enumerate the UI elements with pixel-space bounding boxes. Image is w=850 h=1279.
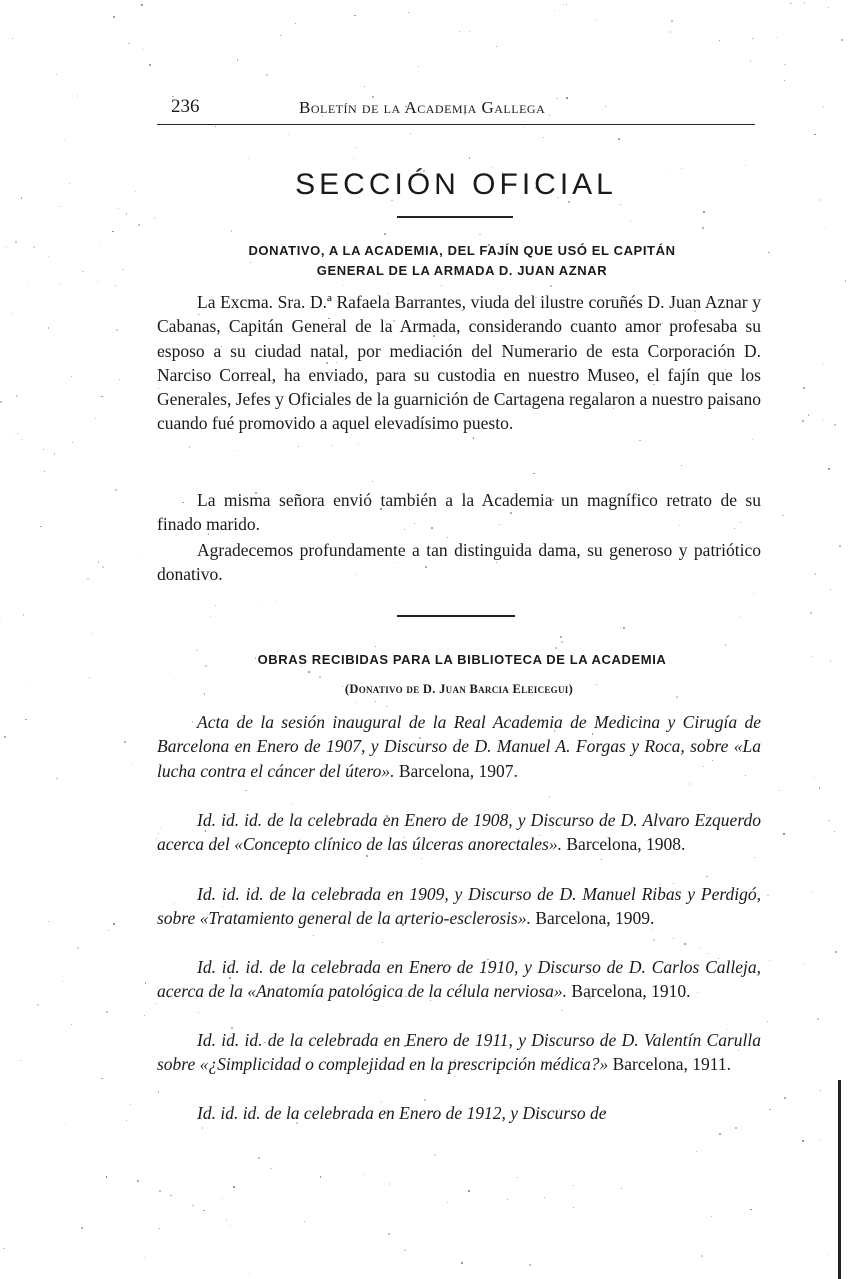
noise-speck bbox=[784, 64, 786, 66]
noise-speck bbox=[169, 673, 170, 674]
noise-speck bbox=[620, 627, 621, 628]
noise-speck bbox=[684, 943, 686, 945]
noise-speck bbox=[782, 515, 784, 517]
noise-speck bbox=[804, 964, 805, 965]
noise-speck bbox=[618, 138, 620, 140]
library-entry bbox=[157, 710, 761, 783]
noise-speck bbox=[198, 1012, 199, 1013]
noise-speck bbox=[3, 1248, 5, 1250]
noise-speck bbox=[561, 1010, 563, 1012]
noise-speck bbox=[845, 280, 846, 281]
noise-speck bbox=[288, 134, 290, 136]
noise-speck bbox=[91, 633, 92, 634]
noise-speck bbox=[621, 1188, 622, 1189]
noise-speck bbox=[819, 1139, 820, 1140]
running-header bbox=[157, 96, 755, 120]
noise-speck bbox=[144, 1015, 145, 1016]
noise-speck bbox=[560, 636, 562, 638]
noise-speck bbox=[159, 1190, 161, 1192]
entry-title: Id. id. id. de la celebrada en Enero de 1908, y Discurso de D. Alvaro Ezquerdo acerca del «Concepto clínico de las úlceras anorectales». bbox=[157, 810, 761, 855]
noise-speck bbox=[159, 1228, 160, 1229]
noise-speck bbox=[620, 204, 621, 205]
noise-speck bbox=[529, 1264, 531, 1266]
noise-speck bbox=[292, 804, 293, 805]
noise-speck bbox=[98, 561, 99, 562]
noise-speck bbox=[37, 1004, 39, 1006]
noise-speck bbox=[363, 1174, 364, 1175]
noise-speck bbox=[441, 285, 442, 286]
noise-speck bbox=[507, 1199, 508, 1200]
noise-speck bbox=[750, 60, 752, 62]
noise-speck bbox=[331, 445, 332, 446]
noise-speck bbox=[313, 935, 314, 936]
noise-speck bbox=[308, 671, 310, 673]
noise-speck bbox=[116, 329, 118, 331]
noise-speck bbox=[48, 256, 49, 257]
noise-speck bbox=[754, 857, 755, 858]
noise-speck bbox=[233, 1186, 235, 1188]
noise-speck bbox=[353, 158, 354, 159]
noise-speck bbox=[752, 38, 753, 39]
noise-speck bbox=[101, 396, 102, 397]
noise-speck bbox=[389, 1183, 391, 1185]
noise-speck bbox=[673, 938, 674, 939]
noise-speck bbox=[141, 553, 142, 554]
noise-speck bbox=[25, 719, 27, 721]
noise-speck bbox=[814, 573, 816, 575]
noise-speck bbox=[4, 736, 6, 738]
noise-speck bbox=[21, 439, 22, 440]
noise-speck bbox=[740, 616, 742, 618]
noise-speck bbox=[56, 74, 57, 75]
noise-speck bbox=[143, 48, 144, 49]
entry-title: Acta de la sesión inaugural de la Real Academia de Medicina y Cirugía de Barcelona en Enero de 1907, y Discurso de D. Manuel A. Forgas y Roca, sobre «La lucha contra el cáncer del útero». bbox=[157, 712, 761, 781]
noise-speck bbox=[408, 12, 409, 13]
noise-speck bbox=[563, 4, 564, 5]
noise-speck bbox=[87, 578, 89, 580]
noise-speck bbox=[106, 1011, 108, 1013]
noise-speck bbox=[54, 453, 55, 454]
noise-speck bbox=[555, 647, 557, 649]
noise-speck bbox=[839, 545, 841, 547]
noise-speck bbox=[69, 183, 70, 184]
noise-speck bbox=[719, 40, 720, 41]
library-entry bbox=[157, 955, 761, 1004]
noise-speck bbox=[63, 981, 65, 983]
noise-speck bbox=[496, 46, 497, 47]
noise-speck bbox=[137, 1180, 139, 1182]
noise-speck bbox=[784, 1097, 786, 1099]
noise-speck bbox=[776, 37, 777, 38]
noise-speck bbox=[202, 1127, 203, 1128]
noise-speck bbox=[703, 211, 705, 213]
noise-speck bbox=[40, 526, 42, 528]
noise-speck bbox=[141, 4, 143, 6]
section-divider bbox=[397, 615, 515, 617]
noise-speck bbox=[819, 787, 820, 788]
noise-speck bbox=[783, 833, 785, 835]
entry-imprint: Barcelona, 1907. bbox=[394, 760, 518, 781]
noise-speck bbox=[131, 763, 132, 764]
noise-speck bbox=[60, 283, 61, 284]
noise-speck bbox=[812, 656, 813, 657]
entry-imprint: Barcelona, 1908. bbox=[562, 834, 686, 855]
noise-speck bbox=[355, 147, 356, 148]
noise-speck bbox=[215, 605, 216, 606]
noise-speck bbox=[653, 939, 655, 941]
noise-speck bbox=[823, 106, 825, 108]
noise-speck bbox=[421, 858, 422, 859]
noise-speck bbox=[81, 1227, 83, 1229]
noise-speck bbox=[533, 473, 534, 474]
noise-speck bbox=[834, 831, 836, 833]
noise-speck bbox=[210, 616, 211, 617]
noise-speck bbox=[71, 1024, 72, 1025]
noise-speck bbox=[404, 1249, 406, 1251]
noise-speck bbox=[630, 220, 632, 222]
noise-speck bbox=[128, 43, 129, 44]
noise-speck bbox=[16, 395, 18, 397]
noise-speck bbox=[20, 1060, 21, 1061]
noise-speck bbox=[554, 10, 555, 11]
noise-speck bbox=[671, 20, 673, 22]
noise-speck bbox=[280, 35, 281, 36]
noise-speck bbox=[372, 481, 373, 482]
noise-speck bbox=[119, 379, 121, 381]
noise-speck bbox=[784, 80, 785, 81]
title-divider bbox=[397, 216, 513, 218]
noise-speck bbox=[689, 783, 690, 784]
donation-heading-line2: GENERAL DE LA ARMADA D. JUAN AZNAR bbox=[316, 263, 608, 278]
noise-speck bbox=[479, 234, 481, 236]
noise-speck bbox=[113, 16, 115, 18]
entry-title: Id. id. id. de la celebrada en 1909, y Discurso de D. Manuel Ribas y Perdigó, sobre «Tratamiento general de la arterio-esclerosis». bbox=[157, 884, 761, 929]
noise-speck bbox=[375, 701, 376, 702]
noise-speck bbox=[823, 364, 824, 365]
noise-speck bbox=[384, 233, 386, 235]
entry-title: Id. id. id. de la celebrada en Enero de 1911, y Discurso de D. Valentín Carulla sobre «¿Simplicidad o complejidad en la prescripción médica?» bbox=[157, 1030, 761, 1075]
noise-speck bbox=[72, 442, 73, 443]
noise-speck bbox=[138, 224, 140, 226]
noise-speck bbox=[115, 489, 117, 491]
noise-speck bbox=[524, 127, 525, 128]
noise-speck bbox=[707, 953, 709, 955]
noise-speck bbox=[101, 1078, 103, 1080]
entry-title: Id. id. id. de la celebrada en Enero de 1910, y Discurso de D. Carlos Calleja, acerca de la «Anatomía patológica de la célula nerviosa». bbox=[157, 957, 761, 1002]
noise-speck bbox=[298, 446, 299, 447]
noise-speck bbox=[375, 646, 376, 647]
noise-speck bbox=[17, 433, 18, 434]
noise-speck bbox=[639, 440, 641, 442]
noise-speck bbox=[543, 137, 544, 138]
noise-speck bbox=[170, 1195, 172, 1197]
noise-speck bbox=[828, 468, 830, 470]
noise-speck bbox=[6, 247, 7, 248]
noise-speck bbox=[108, 929, 110, 931]
noise-speck bbox=[48, 327, 49, 328]
noise-speck bbox=[56, 778, 58, 780]
noise-speck bbox=[237, 59, 239, 61]
noise-speck bbox=[95, 418, 96, 419]
noise-speck bbox=[126, 213, 127, 214]
noise-speck bbox=[461, 1262, 463, 1264]
noise-speck bbox=[711, 1216, 712, 1217]
library-entry bbox=[157, 882, 761, 931]
noise-speck bbox=[382, 942, 383, 943]
noise-speck bbox=[226, 1219, 227, 1220]
noise-speck bbox=[65, 1123, 66, 1124]
noise-speck bbox=[802, 1140, 804, 1142]
noise-speck bbox=[719, 1133, 721, 1135]
noise-speck bbox=[320, 1176, 322, 1178]
noise-speck bbox=[71, 376, 73, 378]
noise-speck bbox=[769, 1109, 770, 1110]
noise-speck bbox=[830, 589, 831, 590]
noise-speck bbox=[319, 676, 321, 678]
noise-speck bbox=[124, 741, 125, 742]
noise-speck bbox=[130, 1104, 131, 1105]
noise-speck bbox=[418, 66, 419, 67]
noise-speck bbox=[77, 947, 79, 949]
noise-speck bbox=[48, 921, 49, 922]
noise-speck bbox=[249, 1273, 250, 1274]
noise-speck bbox=[29, 686, 31, 688]
noise-speck bbox=[767, 1021, 768, 1022]
noise-speck bbox=[823, 419, 824, 420]
noise-speck bbox=[828, 820, 829, 821]
library-entry bbox=[157, 1101, 761, 1125]
entry-imprint: Barcelona, 1910. bbox=[567, 981, 691, 1002]
noise-speck bbox=[827, 1254, 828, 1255]
noise-speck bbox=[752, 439, 753, 440]
noise-speck bbox=[550, 285, 552, 287]
noise-speck bbox=[753, 593, 754, 594]
noise-speck bbox=[596, 19, 597, 20]
noise-speck bbox=[841, 39, 843, 41]
noise-speck bbox=[814, 777, 815, 778]
noise-speck bbox=[699, 948, 700, 949]
noise-speck bbox=[459, 31, 460, 32]
noise-speck bbox=[135, 191, 136, 192]
noise-speck bbox=[549, 796, 551, 798]
noise-speck bbox=[808, 414, 809, 415]
donation-paragraph: La misma señora envió también a la Academia un magnífico retrato de su finado marido. bbox=[157, 490, 761, 535]
noise-speck bbox=[33, 246, 35, 248]
noise-speck bbox=[343, 285, 344, 286]
noise-speck bbox=[145, 982, 147, 984]
noise-speck bbox=[601, 859, 602, 860]
noise-speck bbox=[230, 1225, 231, 1226]
noise-speck bbox=[814, 134, 815, 135]
noise-speck bbox=[89, 677, 91, 679]
noise-speck bbox=[817, 1018, 819, 1020]
noise-speck bbox=[779, 790, 781, 792]
noise-speck bbox=[388, 1233, 390, 1235]
noise-speck bbox=[44, 471, 45, 472]
noise-speck bbox=[767, 895, 769, 897]
noise-speck bbox=[21, 197, 23, 199]
noise-speck bbox=[122, 269, 123, 270]
noise-speck bbox=[0, 401, 2, 403]
noise-speck bbox=[15, 241, 16, 242]
noise-speck bbox=[215, 126, 216, 127]
noise-speck bbox=[804, 2, 805, 3]
donation-paragraph: La Excma. Sra. D.ª Rafaela Barrantes, viuda del ilustre coruñés D. Juan Aznar y Cabanas, Capitán General de la Armada, considerando cuanto amor profesaba su esposo a su ciudad natal, por mediación del Numerario de esta Corporación D. Narciso Correal, ha enviado, para su custodia en nuestro Museo, el fajín que los Generales, Jefes y Oficiales de la guarnición de Cartagena regalaron a nuestro paisano cuando fué promovido a aquel elevadísimo puesto. bbox=[157, 292, 761, 434]
noise-speck bbox=[64, 140, 65, 141]
library-entry bbox=[157, 1028, 761, 1077]
noise-speck bbox=[828, 7, 829, 8]
noise-speck bbox=[106, 1176, 108, 1178]
noise-speck bbox=[43, 449, 44, 450]
noise-speck bbox=[304, 1221, 305, 1222]
noise-speck bbox=[245, 790, 246, 791]
noise-speck bbox=[295, 23, 296, 24]
noise-speck bbox=[189, 446, 190, 447]
noise-speck bbox=[790, 3, 791, 4]
noise-speck bbox=[434, 1154, 436, 1156]
running-title: Boletín de la Academia Gallega bbox=[299, 98, 546, 117]
noise-speck bbox=[100, 242, 101, 243]
noise-speck bbox=[97, 281, 98, 282]
noise-speck bbox=[358, 443, 359, 444]
library-heading: OBRAS RECIBIDAS PARA LA BIBLIOTECA DE LA ACADEMIA bbox=[257, 652, 667, 667]
noise-speck bbox=[0, 621, 1, 622]
entry-imprint: Barcelona, 1911. bbox=[608, 1054, 731, 1075]
noise-speck bbox=[701, 1255, 703, 1257]
noise-speck bbox=[115, 285, 116, 286]
library-entry bbox=[157, 808, 761, 857]
noise-speck bbox=[681, 465, 682, 466]
noise-speck bbox=[706, 876, 708, 878]
noise-speck bbox=[544, 1197, 545, 1198]
noise-speck bbox=[158, 1091, 159, 1092]
entry-imprint: Barcelona, 1909. bbox=[530, 908, 655, 929]
noise-speck bbox=[258, 1157, 260, 1159]
noise-speck bbox=[745, 165, 746, 166]
noise-speck bbox=[270, 1168, 271, 1169]
noise-speck bbox=[355, 702, 357, 704]
noise-speck bbox=[561, 641, 563, 643]
noise-speck bbox=[112, 231, 114, 233]
noise-speck bbox=[468, 1190, 470, 1192]
noise-speck bbox=[82, 271, 84, 273]
donor-line: (Donativo de D. Juan Barcia Eleicegui) bbox=[344, 682, 574, 696]
noise-speck bbox=[768, 252, 770, 254]
noise-speck bbox=[11, 313, 12, 314]
noise-speck bbox=[469, 31, 470, 32]
noise-speck bbox=[234, 450, 235, 451]
noise-speck bbox=[623, 627, 625, 629]
noise-speck bbox=[834, 424, 836, 426]
noise-speck bbox=[364, 86, 365, 87]
noise-speck bbox=[725, 644, 727, 646]
header-rule bbox=[157, 124, 755, 125]
noise-speck bbox=[835, 951, 837, 953]
noise-speck bbox=[469, 157, 471, 159]
noise-speck bbox=[517, 1177, 518, 1178]
noise-speck bbox=[192, 1205, 193, 1206]
noise-speck bbox=[811, 892, 812, 893]
noise-speck bbox=[126, 1120, 127, 1121]
noise-speck bbox=[27, 285, 29, 287]
scan-edge-line bbox=[838, 1080, 841, 1279]
noise-speck bbox=[573, 1185, 574, 1186]
noise-speck bbox=[670, 31, 671, 32]
noise-speck bbox=[410, 133, 411, 134]
noise-speck bbox=[696, 1151, 697, 1152]
noise-speck bbox=[820, 199, 821, 200]
noise-speck bbox=[573, 1207, 574, 1208]
noise-speck bbox=[825, 227, 826, 228]
noise-speck bbox=[113, 923, 115, 925]
noise-speck bbox=[154, 217, 156, 219]
noise-speck bbox=[231, 230, 233, 232]
noise-speck bbox=[23, 614, 25, 616]
noise-speck bbox=[702, 227, 703, 228]
entry-title: Id. id. id. de la celebrada en Enero de 1912, y Discurso de bbox=[197, 1103, 607, 1123]
noise-speck bbox=[750, 1209, 751, 1210]
noise-speck bbox=[203, 1210, 204, 1211]
donation-paragraph: Agradecemos profundamente a tan distinguida dama, su generoso y patriótico donativo. bbox=[157, 540, 761, 585]
donation-heading-line1: DONATIVO, A LA ACADEMIA, DEL FAJÍN QUE USÓ EL CAPITÁN bbox=[248, 243, 676, 258]
noise-speck bbox=[769, 960, 770, 961]
noise-speck bbox=[149, 64, 151, 66]
noise-speck bbox=[354, 15, 355, 16]
noise-speck bbox=[810, 612, 812, 614]
noise-speck bbox=[222, 1198, 223, 1199]
noise-speck bbox=[802, 420, 804, 422]
noise-speck bbox=[262, 602, 263, 603]
section-title: SECCIÓN OFICIAL bbox=[295, 168, 617, 201]
noise-speck bbox=[266, 74, 268, 76]
noise-speck bbox=[12, 38, 13, 39]
noise-speck bbox=[10, 434, 12, 436]
noise-speck bbox=[830, 660, 831, 661]
noise-speck bbox=[248, 158, 249, 159]
noise-speck bbox=[566, 4, 567, 5]
noise-speck bbox=[735, 1127, 737, 1129]
noise-speck bbox=[803, 387, 805, 389]
page-number: 236 bbox=[171, 96, 200, 117]
noise-speck bbox=[60, 206, 61, 207]
noise-speck bbox=[275, 601, 276, 602]
noise-speck bbox=[473, 437, 475, 439]
noise-speck bbox=[77, 95, 79, 97]
noise-speck bbox=[447, 1202, 448, 1203]
noise-speck bbox=[820, 1090, 821, 1091]
noise-speck bbox=[144, 1257, 145, 1258]
noise-speck bbox=[102, 566, 104, 568]
noise-speck bbox=[118, 208, 119, 209]
noise-speck bbox=[386, 706, 388, 708]
